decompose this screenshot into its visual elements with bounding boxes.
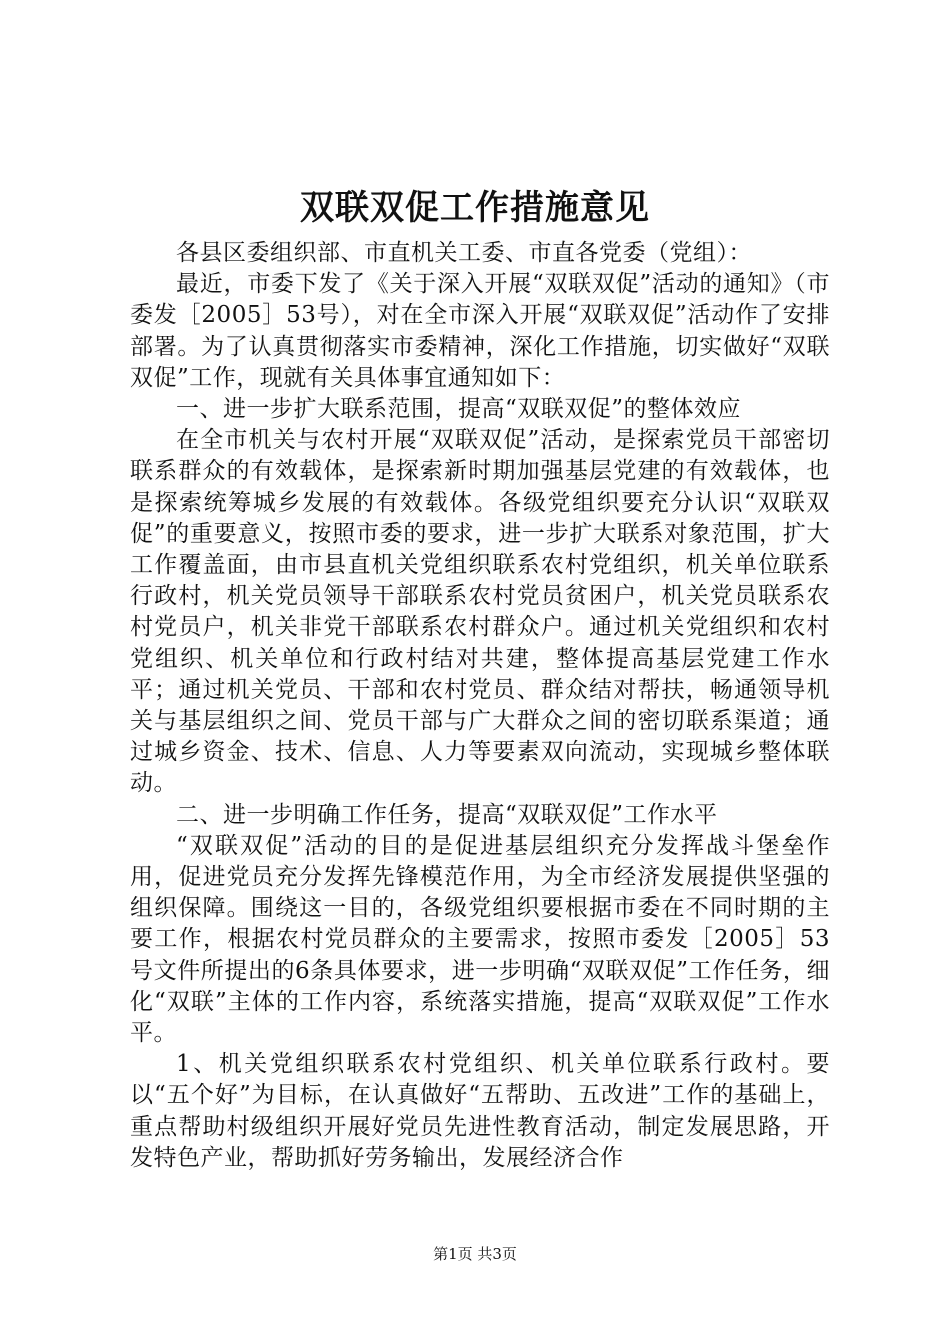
- item-1-paragraph: 1、机关党组织联系农村党组织、机关单位联系行政村。要以“五个好”为目标，在认真做好“五帮助、五改进”工作的基础上，重点帮助村级组织开展好党员先进性教育活动，制定发展思路，开发特色产业，帮助抓好劳务输出，发展经济合作: [130, 1051, 830, 1171]
- section-1-paragraph: 在全市机关与农村开展“双联双促”活动，是探索党员干部密切联系群众的有效载体，是探索新时期加强基层党建的有效载体，也是探索统筹城乡发展的有效载体。各级党组织要充分认识“双联双促”的重要意义，按照市委的要求，进一步扩大联系对象范围，扩大工作覆盖面，由市县直机关党组织联系农村党组织，机关单位联系行政村，机关党员领导干部联系农村党员贫困户，机关党员联系农村党员户，机关非党干部联系农村群众户。通过机关党组织和农村党组织、机关单位和行政村结对共建，整体提高基层党建工作水平；通过机关党员、干部和农村党员、群众结对帮扶，畅通领导机关与基层组织之间、党员干部与广大群众之间的密切联系渠道；通过城乡资金、技术、信息、人力等要素双向流动，实现城乡整体联动。: [130, 427, 830, 797]
- page-number-footer: 第1页 共3页: [433, 1245, 517, 1263]
- document-body: [130, 238, 830, 1174]
- intro-paragraph: 最近，市委下发了《关于深入开展“双联双促”活动的通知》（市委发［2005］53号），对在全市深入开展“双联双促”活动作了安排部署。为了认真贯彻落实市委精神，深化工作措施，切实做好“双联双促”工作，现就有关具体事宜通知如下：: [130, 271, 830, 391]
- document-title: 双联双促工作措施意见: [300, 188, 650, 228]
- section-2-paragraph: “双联双促”活动的目的是促进基层组织充分发挥战斗堡垒作用，促进党员充分发挥先锋模范作用，为全市经济发展提供坚强的组织保障。围绕这一目的，各级党组织要根据市委在不同时期的主要工作，根据农村党员群众的主要需求，按照市委发［2005］53号文件所提出的6条具体要求，进一步明确“双联双促”工作任务，细化“双联”主体的工作内容，系统落实措施，提高“双联双促”工作水平。: [130, 832, 830, 1047]
- salutation-paragraph: 各县区委组织部、市直机关工委、市直各党委（党组）：: [176, 240, 752, 266]
- section-heading-2: 二、进一步明确工作任务，提高“双联双促”工作水平: [176, 801, 718, 828]
- section-heading-1: 一、进一步扩大联系范围，提高“双联双促”的整体效应: [176, 396, 742, 423]
